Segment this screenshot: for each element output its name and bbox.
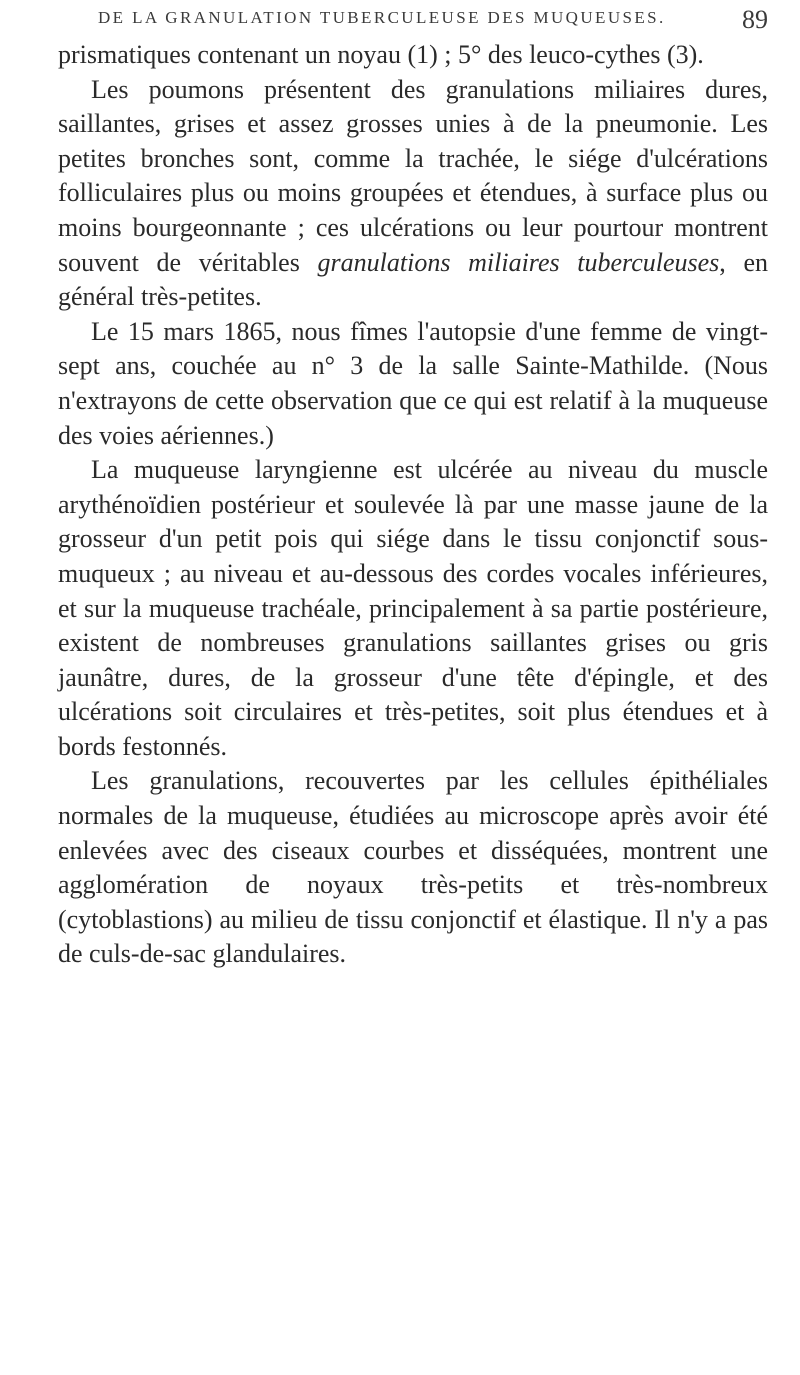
paragraph-2-text-after: , en général très-petites. — [58, 247, 768, 312]
paragraph-4: La muqueuse laryngienne est ulcérée au niveau du muscle arythénoïdien postérieur et soulevée là par une masse jaune de la grosseur d'un petit pois qui siége dans le tissu conjonctif sous-muqueux ; au niveau et au-dessous des cordes vocales inférieures, et sur la muqueuse trachéale, principalement à sa partie postérieure, existent de nombreuses granulations saillantes grises ou gris jaunâtre, dures, de la grosseur d'une tête d'épingle, et des ulcérations soit circulaires et très-petites, soit plus étendues et à bords festonnés. — [58, 455, 768, 761]
paragraph-5: Les granulations, recouvertes par les cellules épithéliales normales de la muqueuse, étudiées au microscope après avoir été enlevées avec des ciseaux courbes et disséquées, montrent une agglomération de noyaux très-petits et très-nombreux (cytoblastions) au milieu de tissu conjonctif et élastique. Il n'y a pas de culs-de-sac glandulaires. — [58, 766, 768, 969]
paragraph-2-emphasis: granulations miliaires tuberculeuses — [317, 247, 720, 277]
body-text — [58, 38, 768, 972]
paragraph-3: Le 15 mars 1865, nous fîmes l'autopsie d'une femme de vingt-sept ans, couchée au n° 3 de la salle Sainte-Mathilde. (Nous n'extrayons de cette observation que ce qui est relatif à la muqueuse des voies aériennes.) — [58, 316, 768, 450]
paragraph-2 — [58, 73, 768, 315]
paragraph-1: prismatiques contenant un noyau (1) ; 5° des leuco-cythes (3). — [58, 40, 704, 69]
page-number: 89 — [742, 5, 768, 34]
running-header — [98, 5, 768, 38]
running-title: DE LA GRANULATION TUBERCULEUSE DES MUQUEUSES. — [98, 8, 666, 27]
paragraph-2-text-before: Les poumons présentent des granulations miliaires dures, saillantes, grises et assez grosses unies à de la pneumonie. Les petites bronches sont, comme la trachée, le siége d'ulcérations folliculaires plus ou moins groupées et étendues, à surface plus ou moins bourgeonnante ; ces ulcérations ou leur pourtour montrent souvent de véritables — [58, 74, 768, 277]
